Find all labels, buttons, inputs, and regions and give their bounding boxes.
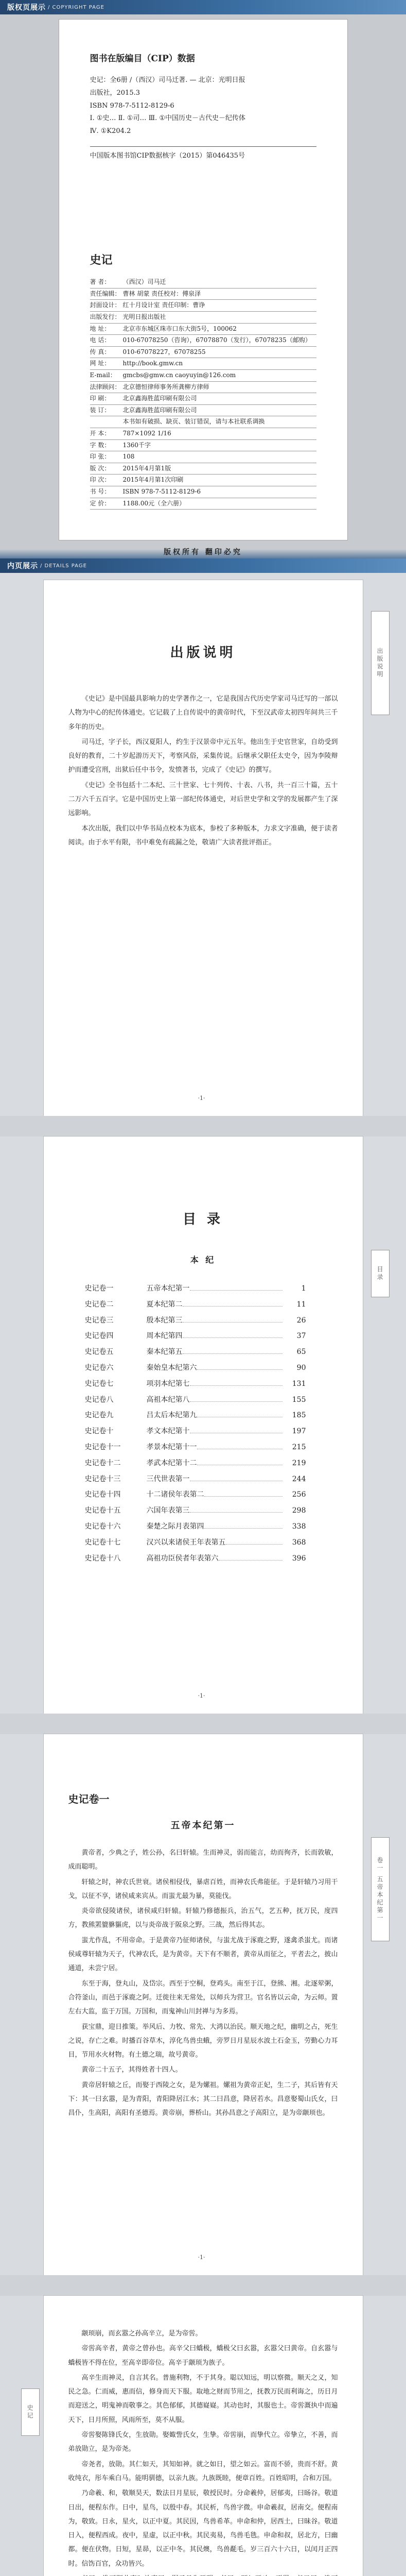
- rights-notice: 版权所有 翻印必究: [164, 548, 242, 557]
- copyright-row: [90, 312, 316, 324]
- row-value: 曹林 胡蒙 责任校对：傅泉泽: [122, 290, 201, 297]
- copyright-row: [90, 300, 316, 312]
- toc-chapter: 项羽本纪第七: [146, 1379, 190, 1388]
- toc-entry[interactable]: [44, 1313, 363, 1329]
- toc-chapter: 周本纪第四: [146, 1332, 183, 1341]
- row-key: 书 号：: [90, 487, 111, 495]
- copyright-header-en: / COPYRIGHT PAGE: [48, 4, 104, 10]
- volume-title: 史记卷一: [68, 1793, 110, 1805]
- content-header-cn: 内页展示: [7, 562, 38, 570]
- toc-entry[interactable]: [44, 1439, 363, 1455]
- row-key: 地 址：: [90, 325, 111, 332]
- row-key: 印 张：: [90, 453, 111, 461]
- toc-leader: [183, 1306, 283, 1307]
- copyright-row: [90, 428, 316, 440]
- row-key: 印 次：: [90, 476, 111, 484]
- toc-page: 219: [292, 1459, 306, 1467]
- toc-entry[interactable]: [44, 1487, 363, 1503]
- row-key: 出版发行：: [90, 313, 121, 320]
- paragraph: 乃命羲、和，敬顺昊天，数法日月星辰，敬授民时。分命羲仲，居郁夷，曰旸谷。敬道日出，便程东作。日中，星鸟，以殷中春。其民析，鸟兽字微。申命羲叔，居南交。便程南为，敬致。日永，星火，以正中夏。其民因，鸟兽希革。申命和仲，居西土，曰昧谷。敬道日入，便程西成。夜中，星虚，以正中秋。其民夷易，鸟兽毛毨。申命和叔，居北方，曰幽都。便在伏物。日短，星昴，以正中冬。其民燠，鸟兽氄毛。岁三百六十六日，以闰月正四时。信饬百官，众功皆兴。: [68, 2489, 338, 2568]
- copyright-row: [90, 277, 316, 289]
- cip-line: Ⅰ. ①史… Ⅱ. ①司… Ⅲ. ①中国历史－古代史－纪传体: [90, 114, 246, 123]
- copyright-row: [90, 358, 316, 370]
- copyright-sheet: [59, 20, 347, 557]
- toc-chapter: 殷本纪第三: [146, 1316, 183, 1325]
- toc-entry[interactable]: [44, 1392, 363, 1408]
- copyright-row: [90, 382, 316, 394]
- toc-page: 256: [292, 1490, 306, 1499]
- toc-leader: [219, 1560, 283, 1561]
- toc-volume: 史记卷三: [84, 1316, 114, 1325]
- content-area: [0, 573, 406, 2576]
- toc-chapter: 秦本纪第五: [146, 1348, 183, 1357]
- copyright-row: [90, 370, 316, 382]
- toc-list: [44, 1281, 363, 1566]
- cip-number: 中国版本图书馆CIP数据核字（2015）第046435号: [90, 151, 245, 160]
- chapter-page: [44, 1734, 383, 2275]
- toc-volume: 史记卷十七: [84, 1538, 121, 1547]
- toc-subtitle: 本 纪: [190, 1255, 216, 1265]
- toc-volume: 史记卷十八: [84, 1554, 121, 1563]
- row-value: 108: [122, 453, 135, 461]
- toc-chapter: 孝文本纪第十: [146, 1427, 190, 1436]
- toc-volume: 史记卷十三: [84, 1475, 121, 1483]
- toc-volume: 史记卷五: [84, 1348, 114, 1357]
- toc-volume: 史记卷四: [84, 1332, 114, 1341]
- page-gap: [0, 2275, 406, 2296]
- row-key: 电 话：: [90, 336, 111, 344]
- row-value: http://book.gmw.cn: [122, 360, 183, 367]
- cip-line: 出版社，2015.3: [90, 89, 140, 97]
- toc-page: [44, 1137, 383, 1714]
- row-key: 封面设计：: [90, 301, 121, 309]
- content-header-en: / DETAILS PAGE: [40, 563, 87, 569]
- toc-page: 185: [292, 1411, 306, 1420]
- toc-chapter: 夏本纪第二: [146, 1300, 183, 1309]
- paragraph: 《史记》全书包括十二本纪、三十世家、七十列传、十表、八书，共一百三十篇，五十二万六千五百字。它是中国历史上第一部纪传体通史，对后世史学和文学的发展都产生了深远影响。: [68, 781, 338, 818]
- toc-entry[interactable]: [44, 1328, 363, 1344]
- toc-volume: 史记卷六: [84, 1363, 114, 1372]
- copyright-row: [90, 498, 316, 510]
- paragraph: 《史记》是中国最具影响力的史学著作之一，它是我国古代历史学家司马迁写的一部以人物为中心的纪传体通史。它记载了上自传说中的黄帝时代，下至汉武帝太初四年间共三千多年的历史。: [68, 695, 338, 731]
- toc-chapter: 高祖功臣侯者年表第六: [146, 1554, 219, 1563]
- page-gap: [0, 1116, 406, 1137]
- toc-leader: [197, 1369, 283, 1370]
- toc-volume: 史记卷二: [84, 1300, 114, 1309]
- toc-entry[interactable]: [44, 1535, 363, 1551]
- toc-page: 90: [296, 1363, 306, 1372]
- toc-volume: 史记卷十一: [84, 1443, 121, 1451]
- copyright-row: [90, 451, 316, 463]
- page-number: ·1·: [198, 1095, 205, 1101]
- cip-title: 图书在版编目（CIP）数据: [90, 54, 195, 64]
- toc-entry[interactable]: [44, 1423, 363, 1439]
- toc-leader: [190, 1385, 283, 1386]
- paragraph: 颛顼崩，而玄嚣之孙高辛立，是为帝喾。: [81, 2330, 202, 2337]
- toc-volume: 史记卷一: [84, 1284, 114, 1293]
- paragraph: 东至于海，登丸山，及岱宗。西至于空桐，登鸡头。南至于江，登熊、湘。北逐荤粥，合符釜山，而邑于涿鹿之阿。迁徙往来无常处，以师兵为营卫。官名皆以云命，为云师。置左右大监，监于万国。万国和，而鬼神山川封禅与为多焉。: [68, 1979, 338, 2016]
- cip-line: ISBN 978-7-5112-8129-6: [90, 101, 174, 110]
- row-key: 法律顾问：: [90, 383, 121, 391]
- copyright-section-header: [0, 0, 406, 14]
- paragraph: 司马迁，字子长，西汉夏阳人，约生于汉景帝中元五年。他出生于史官世家，自幼受到良好的教育，二十岁起游历天下，考察风俗，采集传说。后继承父职任太史令，因为李陵辩护而遭受宫刑，出狱后任中书令，发愤著书，完成了《史记》的撰写。: [68, 738, 338, 774]
- toc-leader: [183, 1337, 283, 1338]
- toc-entry[interactable]: [44, 1281, 363, 1297]
- toc-page: 197: [292, 1427, 306, 1436]
- copyright-row: [90, 486, 316, 498]
- paragraph: [68, 2572, 338, 2576]
- copyright-row: [90, 324, 316, 335]
- paragraph: 轩辕之时，神农氏世衰。诸侯相侵伐，暴虐百姓，而神农氏弗能征。于是轩辕乃习用干戈，以征不享，诸侯咸来宾从。而蚩尤最为暴，莫能伐。: [68, 1878, 338, 1900]
- toc-leader: [190, 1401, 283, 1402]
- copyright-row: [90, 289, 316, 300]
- page-number: ·1·: [198, 1692, 205, 1699]
- toc-page: 1: [301, 1284, 306, 1293]
- toc-chapter: 吕太后本纪第九: [146, 1411, 197, 1420]
- toc-volume: 史记卷十四: [84, 1490, 121, 1499]
- paragraph: 本次出版，我们以中华书局点校本为底本，参校了多种版本，力求文字准确，便于读者阅读。由于水平有限，书中难免有疏漏之处，敬请广大读者批评指正。: [68, 824, 338, 846]
- toc-leader: [204, 1496, 283, 1497]
- row-value: 北京鑫海胜蓝印刷有限公司: [122, 406, 197, 414]
- copyright-row: [90, 405, 316, 417]
- toc-chapter: 五帝本纪第一: [146, 1284, 190, 1293]
- toc-chapter: 十二诸侯年表第二: [146, 1490, 204, 1499]
- paragraph: 获宝鼎，迎日推策。举风后、力牧、常先、大鸿以治民。顺天地之纪，幽明之占，死生之说，存亡之难。时播百谷草木，淳化鸟兽虫蛾，旁罗日月星辰水波土石金玉，劳勤心力耳目，节用水火材物。有土德之瑞，故号黄帝。: [68, 2023, 338, 2059]
- row-value: 787×1092 1/16: [122, 429, 171, 437]
- row-key: 传 真：: [90, 348, 111, 355]
- copyright-row: [90, 463, 316, 475]
- toc-page: 131: [292, 1379, 306, 1388]
- row-value: 2015年4月第1次印刷: [122, 476, 184, 484]
- toc-entry[interactable]: [44, 1408, 363, 1423]
- paragraph: 帝喾高辛者，黄帝之曾孙也。高辛父曰蟜极，蟜极父曰玄嚣，玄嚣父曰黄帝。自玄嚣与蟜极皆不得在位，至高辛即帝位。高辛于颛顼为族子。: [68, 2345, 338, 2367]
- toc-page: 215: [292, 1443, 306, 1451]
- toc-entry[interactable]: [44, 1519, 363, 1535]
- toc-volume: 史记卷八: [84, 1395, 114, 1404]
- toc-page: 396: [292, 1554, 306, 1563]
- side-tab: 史记: [21, 2388, 40, 2436]
- toc-leader: [183, 1353, 283, 1354]
- row-value: 北京市东城区珠市口东大街5号，100062: [122, 325, 237, 332]
- toc-volume: 史记卷九: [84, 1411, 114, 1420]
- toc-chapter: 六国年表第三: [146, 1506, 190, 1515]
- toc-page: 298: [292, 1506, 306, 1515]
- toc-chapter: 孝武本纪第十二: [146, 1459, 197, 1467]
- paragraph: 黄帝者，少典之子，姓公孙，名曰轩辕。生而神灵，弱而能言，幼而徇齐，长而敦敏，成而聪明。: [68, 1849, 338, 1871]
- row-key: 著 者：: [90, 278, 111, 286]
- toc-leader: [183, 1322, 283, 1323]
- toc-entry[interactable]: [44, 1344, 363, 1360]
- cip-line: 史记：全6册 /（西汉）司马迁著. — 北京：光明日报: [90, 76, 245, 84]
- row-key: 责任编辑：: [90, 290, 121, 297]
- toc-leader: [190, 1512, 283, 1513]
- toc-page: 244: [292, 1475, 306, 1483]
- toc-entry[interactable]: [44, 1471, 363, 1487]
- row-key: 定 价：: [90, 499, 111, 507]
- toc-leader: [204, 1528, 283, 1529]
- row-value: gmcbs@gmw.cn caoyuyin@126.com: [122, 371, 236, 379]
- toc-title: 目 录: [182, 1212, 224, 1227]
- toc-chapter: 秦始皇本纪第六: [146, 1363, 197, 1372]
- paragraph: 黄帝居轩辕之丘，而娶于西陵之女，是为嫘祖。嫘祖为黄帝正妃，生二子，其后皆有天下：其一曰玄嚣，是为青阳，青阳降居江水；其二曰昌意，降居若水。昌意娶蜀山氏女，曰昌仆，生高阳，高阳有圣德焉。黄帝崩，葬桥山。其孙昌意之子高阳立，是为帝颛顼也。: [68, 2081, 338, 2117]
- row-value: （西汉）司马迁: [122, 278, 166, 286]
- row-key: 印 刷：: [90, 395, 111, 402]
- toc-chapter: 秦楚之际月表第四: [146, 1522, 204, 1531]
- row-value: 010-67078227，67078255: [122, 348, 206, 355]
- copyright-area: [0, 14, 406, 557]
- paragraph: 蚩尤作乱，不用帝命。于是黄帝乃征师诸侯，与蚩尤战于涿鹿之野，遂禽杀蚩尤。而诸侯咸尊轩辕为天子，代神农氏，是为黄帝。天下有不顺者，黄帝从而征之，平者去之，披山通道，未尝宁居。: [68, 1936, 338, 1973]
- copyright-table: [90, 277, 316, 510]
- row-value: 1188.00元（全六册）: [122, 499, 186, 507]
- toc-entry[interactable]: [44, 1360, 363, 1376]
- toc-page: 37: [296, 1332, 306, 1341]
- copyright-row: [90, 347, 316, 359]
- paragraph: 黄帝二十五子，其得姓者十四人。: [81, 2066, 182, 2074]
- toc-entry[interactable]: [44, 1376, 363, 1392]
- toc-page: 11: [296, 1300, 306, 1309]
- toc-chapter: 孝景本纪第十一: [146, 1443, 197, 1451]
- paragraph: 炎帝欲侵陵诸侯，诸侯咸归轩辕。轩辕乃修德振兵，治五气，艺五种，抚万民，度四方，教熊罴貔貅貙虎，以与炎帝战于阪泉之野。三战，然后得其志。: [68, 1907, 338, 1929]
- toc-volume: 史记卷七: [84, 1379, 114, 1388]
- row-key: 装 订：: [90, 406, 111, 414]
- toc-chapter: 汉兴以来诸侯王年表第五: [146, 1538, 226, 1547]
- text-page: [26, 2296, 363, 2576]
- content-section-header: [0, 558, 406, 573]
- copyright-row: [90, 474, 316, 486]
- toc-volume: 史记卷十六: [84, 1522, 121, 1531]
- toc-chapter: 三代世表第一: [146, 1475, 190, 1483]
- toc-page: 155: [292, 1395, 306, 1404]
- row-value: 光明日报出版社: [122, 313, 166, 320]
- side-tab: 卷一 五帝本纪第一: [371, 1837, 390, 1941]
- toc-entry[interactable]: [44, 1297, 363, 1313]
- side-tab: 目录: [371, 1250, 390, 1297]
- paragraph: 帝尧者，放勋。其仁如天，其知如神。就之如日，望之如云。富而不骄，贵而不舒。黄收纯衣，彤车乘白马。能明驯德，以亲九族。九族既睦，便章百姓。百姓昭明，合和万国。: [68, 2460, 338, 2482]
- side-tab: 出版说明: [371, 611, 390, 715]
- row-value: 北京鑫海胜蓝印刷有限公司: [122, 395, 197, 402]
- toc-page: 26: [296, 1316, 306, 1325]
- row-value: 010-67078250（咨询），67078870（发行），67078235（邮购）: [122, 336, 311, 344]
- page-number: ·1·: [198, 2254, 205, 2261]
- toc-entry[interactable]: [44, 1455, 363, 1471]
- row-value: 本书如有破损、缺页、装订错误，请与本社联系调换: [122, 418, 265, 426]
- row-value: 红十月设计室 责任印制：曹诤: [122, 301, 205, 309]
- toc-chapter: 高祖本纪第八: [146, 1395, 190, 1404]
- row-value: 2015年4月第1版: [122, 464, 171, 472]
- row-key: 网 址：: [90, 360, 111, 367]
- row-key: 开 本：: [90, 429, 111, 437]
- copyright-row: [90, 440, 316, 452]
- toc-page: 338: [292, 1522, 306, 1531]
- paragraph: 高辛生而神灵，自言其名。普施利物，不于其身。聪以知远，明以察微。顺天之义，知民之急。仁而威，惠而信，修身而天下服。取地之财而节用之，抚教万民而利诲之，历日月而迎送之，明鬼神而敬事之。其色郁郁，其德嶷嶷。其动也时，其服也士。帝喾溉执中而遍天下，日月所照，风雨所至，莫不从服。: [68, 2374, 338, 2424]
- row-key: 版 次：: [90, 464, 111, 472]
- toc-page: 65: [296, 1348, 306, 1357]
- toc-volume: 史记卷十: [84, 1427, 114, 1436]
- chapter-title: 五帝本纪第一: [170, 1820, 236, 1831]
- toc-volume: 史记卷十五: [84, 1506, 121, 1515]
- toc-page: 368: [292, 1538, 306, 1547]
- copyright-row: [90, 393, 316, 405]
- copyright-row: [90, 416, 316, 428]
- row-value: 1360千字: [122, 441, 151, 449]
- toc-entry[interactable]: [44, 1503, 363, 1519]
- book-title: 史记: [90, 253, 113, 267]
- copyright-header-cn: 版权页展示: [7, 4, 46, 12]
- toc-leader: [226, 1544, 283, 1545]
- copyright-row: [90, 335, 316, 347]
- row-value: ISBN 978-7-5112-8129-6: [122, 487, 201, 495]
- cip-line: Ⅳ. ①K204.2: [90, 127, 131, 135]
- row-value: 北京德恒律师事务所龚柳方律师: [122, 383, 209, 391]
- divider: [90, 146, 316, 147]
- paragraph: 帝喾娶陈锋氏女，生放勋。娶娵訾氏女，生挚。帝喾崩，而挚代立。帝挚立，不善，而弟放勋立，是为帝尧。: [68, 2431, 338, 2453]
- toc-entry[interactable]: [44, 1551, 363, 1567]
- row-key: [90, 416, 123, 428]
- row-key: E-mail：: [90, 371, 116, 379]
- page-gap: [0, 1714, 406, 1734]
- row-key: 字 数：: [90, 441, 111, 449]
- toc-leader: [190, 1290, 283, 1291]
- preface-page: [44, 580, 383, 1116]
- toc-volume: 史记卷十二: [84, 1459, 121, 1467]
- page-title: 出版说明: [170, 645, 236, 660]
